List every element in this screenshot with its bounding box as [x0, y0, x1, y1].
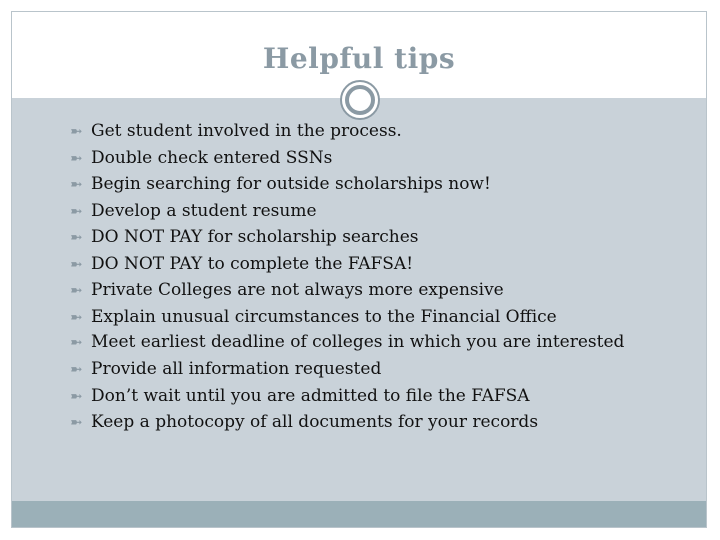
list-item — [70, 171, 690, 198]
slide-title: Helpful tips — [262, 42, 456, 75]
bullet-text: Double check entered SSNs — [91, 147, 333, 168]
bullet-text: DO NOT PAY to complete the FAFSA! — [91, 253, 414, 274]
list-item — [70, 198, 690, 225]
bullet-text: DO NOT PAY for scholarship searches — [91, 227, 419, 247]
bullet-text: Explain unusual circumstances to the Financial Office — [91, 306, 557, 327]
list-item — [70, 383, 690, 410]
list-item — [70, 145, 690, 172]
list-item — [70, 277, 690, 304]
divider-ring-icon — [340, 80, 380, 120]
bullet-text: Don’t wait until you are admitted to file the FAFSA — [91, 385, 530, 406]
list-item — [70, 356, 690, 383]
list-item — [70, 409, 690, 436]
list-item — [70, 304, 690, 331]
swoosh-bullet-icon: ➼ — [70, 307, 83, 326]
swoosh-bullet-icon: ➼ — [70, 122, 83, 140]
swoosh-bullet-icon: ➼ — [70, 201, 83, 220]
swoosh-bullet-icon: ➼ — [70, 281, 83, 299]
list-item — [70, 251, 690, 278]
bullet-text: Meet earliest deadline of colleges in which you are interested — [91, 332, 625, 352]
bullet-text: Develop a student resume — [91, 200, 317, 221]
swoosh-bullet-icon: ➼ — [70, 228, 83, 246]
bullet-text: Private Colleges are not always more expensive — [91, 280, 504, 300]
swoosh-bullet-icon: ➼ — [70, 360, 83, 378]
bullet-text: Keep a photocopy of all documents for your records — [91, 412, 539, 432]
footer-bar — [12, 501, 706, 527]
swoosh-bullet-icon: ➼ — [70, 333, 83, 351]
bullet-text: Get student involved in the process. — [91, 121, 402, 141]
bullet-text: Provide all information requested — [91, 359, 382, 379]
swoosh-bullet-icon: ➼ — [70, 386, 83, 405]
list-item — [70, 224, 690, 251]
list-item — [70, 330, 690, 356]
bullet-list — [70, 118, 690, 436]
swoosh-bullet-icon: ➼ — [70, 175, 83, 193]
swoosh-bullet-icon: ➼ — [70, 413, 83, 431]
bullet-text: Begin searching for outside scholarships now! — [91, 174, 491, 194]
list-item — [70, 118, 690, 145]
swoosh-bullet-icon: ➼ — [70, 254, 83, 273]
swoosh-bullet-icon: ➼ — [70, 148, 83, 167]
